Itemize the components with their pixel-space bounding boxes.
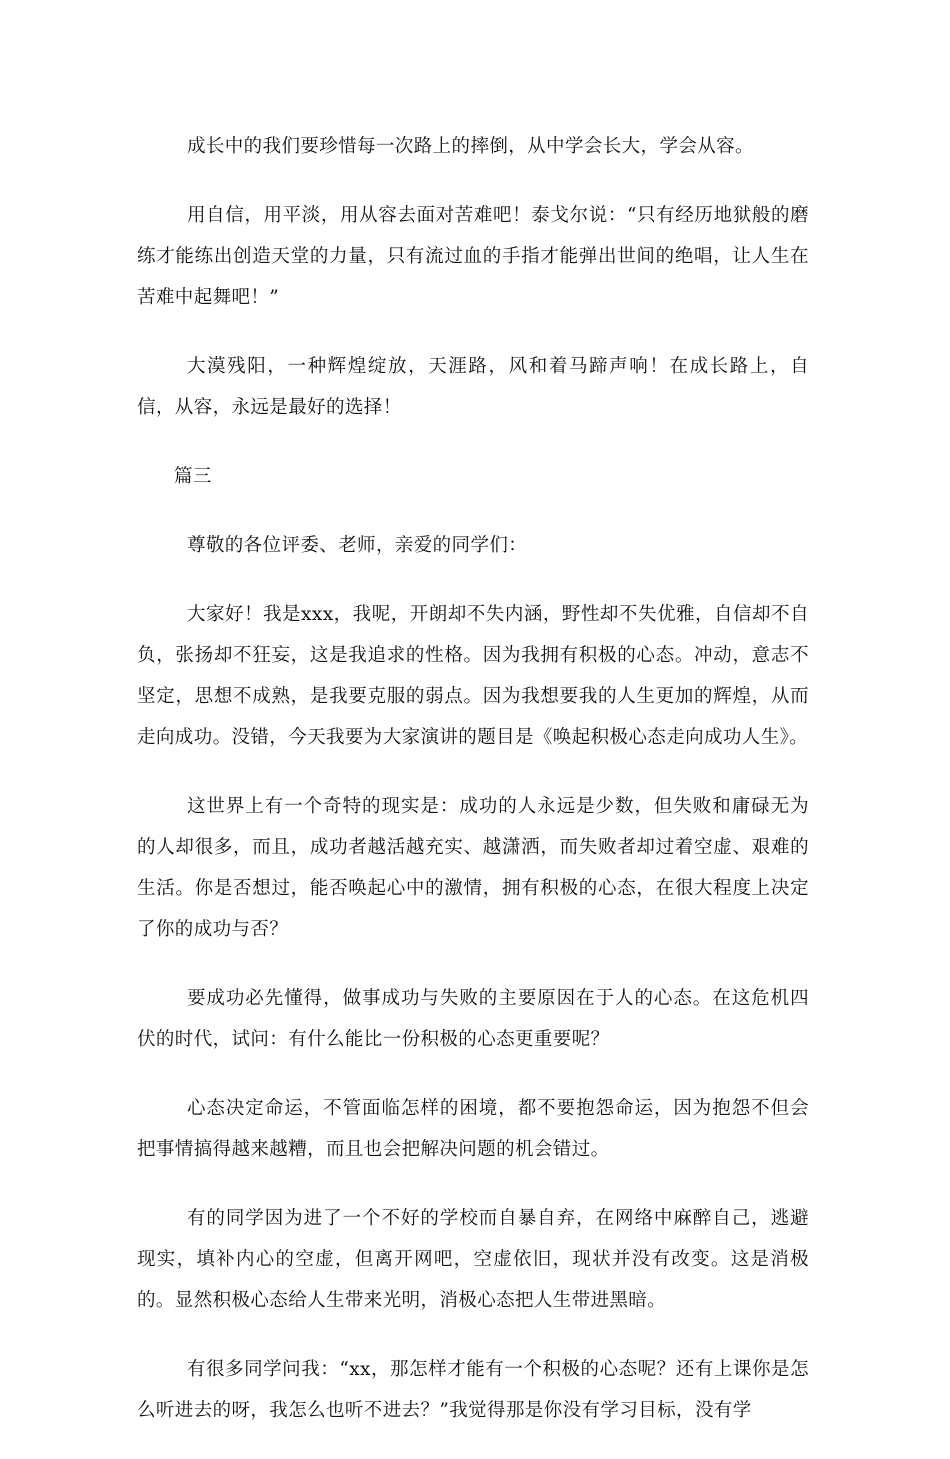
paragraph-desert-sunset: 大漠残阳，一种辉煌绽放，天涯路，风和着马蹄声响！在成长路上，自信，从容，永远是最好的选择！ xyxy=(137,356,809,418)
paragraph-world-reality: 这世界上有一个奇特的现实是：成功的人永远是少数，但失败和庸碌无为的人却很多，而且，成功者越活越充实、越潇洒，而失败者却过着空虚、艰难的生活。你是否想过，能否唤起心中的激情，拥有积极的心态，在很大程度上决定了你的成功与否？ xyxy=(137,796,809,940)
paragraph-success-mindset: 要成功必先懂得，做事成功与失败的主要原因在于人的心态。在这危机四伏的时代，试问：有什么能比一份积极的心态更重要呢？ xyxy=(137,988,809,1050)
paragraph-tagore-quote: 用自信，用平淡，用从容去面对苦难吧！泰戈尔说：“只有经历地狱般的磨练才能练出创造天堂的力量，只有流过血的手指才能弹出世间的绝唱，让人生在苦难中起舞吧！” xyxy=(137,205,809,308)
document-body xyxy=(137,126,809,1459)
paragraph-growth: 成长中的我们要珍惜每一次路上的摔倒，从中学会长大，学会从容。 xyxy=(186,136,754,157)
paragraph-student-question: 有很多同学问我：“xx，那怎样才能有一个积极的心态呢？还有上课你是怎么听进去的呀，我怎么也听不进去？”我觉得那是你没有学习目标，没有学 xyxy=(137,1359,809,1421)
paragraph-salutation: 尊敬的各位评委、老师，亲爱的同学们： xyxy=(186,535,528,556)
paragraph-self-introduction: 大家好！我是xxx，我呢，开朗却不失内涵，野性却不失优雅，自信却不自负，张扬却不狂妄，这是我追求的性格。因为我拥有积极的心态。冲动，意志不坚定，思想不成熟，是我要克服的弱点。因为我想要我的人生更加的辉煌，从而走向成功。没错，今天我要为大家演讲的题目是《唤起积极心态走向成功人生》。 xyxy=(137,604,809,748)
paragraph-mindset-destiny: 心态决定命运，不管面临怎样的困境，都不要抱怨命运，因为抱怨不但会把事情搞得越来越糟，而且也会把解决问题的机会错过。 xyxy=(137,1098,809,1160)
paragraph-negative-example: 有的同学因为进了一个不好的学校而自暴自弃，在网络中麻醉自己，逃避现实，填补内心的空虚，但离开网吧，空虚依旧，现状并没有改变。这是消极的。显然积极心态给人生带来光明，消极心态把人生带进黑暗。 xyxy=(137,1208,809,1311)
section-heading: 篇三 xyxy=(174,466,212,487)
